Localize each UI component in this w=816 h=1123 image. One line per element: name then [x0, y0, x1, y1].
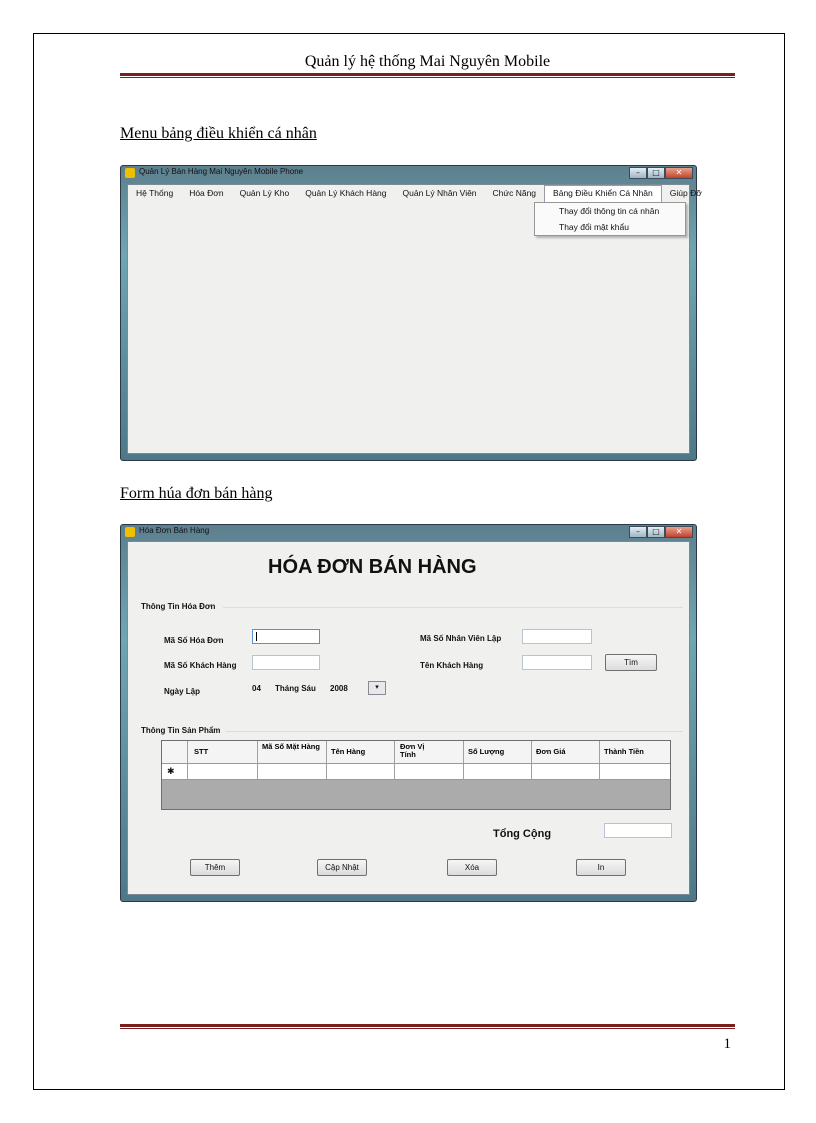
minimize-button[interactable]: – [629, 167, 647, 179]
col-don-gia[interactable]: Đơn Giá [536, 747, 566, 756]
col-thanh-tien[interactable]: Thành Tiền [604, 747, 644, 756]
group-invoice-info-label: Thông Tin Hóa Đơn [141, 602, 216, 611]
total-input[interactable] [604, 823, 672, 838]
ma-so-hoa-don-input[interactable] [252, 629, 320, 644]
close-button[interactable]: ✕ [665, 526, 693, 538]
menu-window-title: Quản Lý Bán Hàng Mai Nguyên Mobile Phone [139, 167, 304, 176]
col-ten-hang[interactable]: Tên Hàng [331, 747, 366, 756]
delete-button[interactable]: Xóa [447, 859, 497, 876]
invoice-window [120, 524, 697, 902]
personal-panel-dropdown [534, 202, 686, 236]
dropdown-item-change-info[interactable]: Thay đổi thông tin cá nhân [559, 206, 660, 216]
grid-col-divider [463, 741, 464, 780]
invoice-window-title: Hóa Đơn Bán Hàng [139, 526, 210, 535]
update-button[interactable]: Cập Nhật [317, 859, 367, 876]
ngay-lap-label: Ngày Lập [164, 687, 201, 696]
menu-chuc-nang[interactable]: Chức Năng [492, 188, 537, 198]
minimize-button[interactable]: – [629, 526, 647, 538]
ma-so-hoa-don-label: Mã Số Hóa Đơn [164, 636, 224, 645]
ma-so-nhan-vien-label: Mã Số Nhân Viên Lập [420, 634, 502, 643]
menu-giup-do[interactable]: Giúp Đỡ [669, 188, 702, 198]
menu-window [120, 165, 702, 461]
maximize-button[interactable]: □ [647, 167, 665, 179]
products-grid[interactable] [161, 740, 671, 810]
menu-quan-ly-khach-hang[interactable]: Quản Lý Khách Hàng [305, 188, 387, 198]
date-day[interactable]: 04 [252, 684, 261, 693]
grid-header [162, 741, 670, 764]
menu-bar [128, 185, 702, 202]
new-row-marker-icon: ✱ [167, 766, 175, 776]
menu-hoa-don[interactable]: Hóa Đơn [189, 188, 224, 198]
ma-so-khach-hang-label: Mã Số Khách Hàng [164, 661, 237, 670]
group-products-divider [226, 731, 683, 732]
menu-quan-ly-nhan-vien[interactable]: Quản Lý Nhân Viên [402, 188, 477, 198]
section-title-menu: Menu bảng điều khiển cá nhân [120, 125, 317, 142]
print-button[interactable]: In [576, 859, 626, 876]
group-invoice-divider [223, 607, 683, 608]
grid-col-divider [187, 741, 188, 780]
grid-col-divider [531, 741, 532, 780]
ten-khach-hang-label: Tên Khách Hàng [420, 661, 484, 670]
grid-col-divider [599, 741, 600, 780]
maximize-button[interactable]: □ [647, 526, 665, 538]
dropdown-item-change-password[interactable]: Thay đổi mật khẩu [559, 222, 629, 232]
app-icon [125, 168, 135, 178]
grid-col-divider [257, 741, 258, 780]
grid-new-row[interactable] [162, 764, 670, 780]
add-button[interactable]: Thêm [190, 859, 240, 876]
ma-so-nhan-vien-input[interactable] [522, 629, 592, 644]
header-rule [120, 73, 735, 78]
footer-rule [120, 1024, 735, 1029]
menu-quan-ly-kho[interactable]: Quản Lý Kho [239, 188, 290, 198]
document-header: Quản lý hệ thống Mai Nguyên Mobile [304, 53, 551, 70]
date-month[interactable]: Tháng Sáu [275, 684, 316, 693]
date-year[interactable]: 2008 [330, 684, 348, 693]
grid-col-divider [394, 741, 395, 780]
menu-window-titlebar [121, 166, 696, 180]
search-button[interactable]: Tìm [605, 654, 657, 671]
menu-he-thong[interactable]: Hệ Thống [136, 188, 174, 198]
grid-col-divider [326, 741, 327, 780]
menu-bang-dieu-khien[interactable]: Bảng Điều Khiển Cá Nhân [544, 185, 662, 202]
col-so-luong[interactable]: Số Lượng [468, 747, 505, 756]
group-products-label: Thông Tin Sản Phẩm [141, 726, 221, 735]
close-button[interactable]: ✕ [665, 167, 693, 179]
app-icon [125, 527, 135, 537]
ma-so-khach-hang-input[interactable] [252, 655, 320, 670]
ten-khach-hang-input[interactable] [522, 655, 592, 670]
invoice-window-titlebar [121, 525, 696, 539]
section-title-invoice: Form húa đơn bán hàng [120, 485, 273, 502]
invoice-window-client [127, 541, 690, 895]
col-don-vi-tinh[interactable]: Đơn Vị Tính [400, 742, 425, 759]
invoice-heading: HÓA ĐƠN BÁN HÀNG [268, 556, 477, 578]
total-label: Tổng Cộng [493, 828, 552, 840]
calendar-dropdown-icon[interactable]: ▾ [368, 681, 386, 695]
menu-window-client [127, 184, 702, 454]
col-stt[interactable]: STT [194, 747, 209, 756]
page-number: 1 [723, 1036, 731, 1052]
col-ma-so-mat-hang[interactable]: Mã Số Mặt Hàng [262, 742, 320, 751]
